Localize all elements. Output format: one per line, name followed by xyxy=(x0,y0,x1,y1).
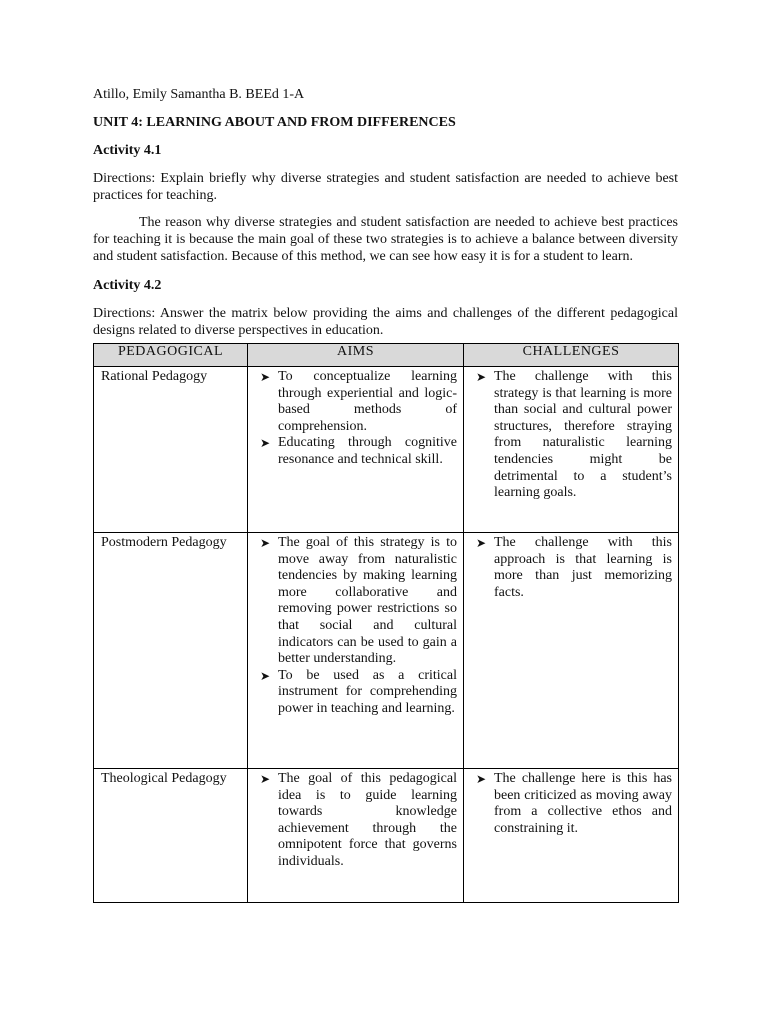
arrow-bullet-icon: ➤ xyxy=(476,772,487,786)
unit-title: UNIT 4: LEARNING ABOUT AND FROM DIFFERENCES xyxy=(93,115,456,130)
arrow-bullet-icon: ➤ xyxy=(476,370,487,384)
activity-1-title: Activity 4.1 xyxy=(93,143,162,158)
table-row xyxy=(94,367,679,533)
aims-cell xyxy=(248,367,464,533)
header-pedagogical: PEDAGOGICAL xyxy=(94,344,248,367)
list-item: ➤ The goal of this strategy is to move away from naturalistic tendencies by making learning more collaborative and removing power restrictions so that social and cultural indicators can be used to gain a better understanding. xyxy=(260,535,457,667)
pedagogy-name: Theological Pedagogy xyxy=(94,769,248,903)
document-page xyxy=(93,86,678,903)
arrow-bullet-icon: ➤ xyxy=(260,772,271,786)
table-row xyxy=(94,769,679,903)
list-item: ➤ The challenge with this strategy is that learning is more than social and cultural power structures, therefore straying from naturalistic learning tendencies might be detrimental to a student’s learning goals. xyxy=(476,369,672,501)
pedagogy-name: Rational Pedagogy xyxy=(94,367,248,533)
arrow-bullet-icon: ➤ xyxy=(260,668,271,683)
list-item: ➤ To be used as a critical instrument for comprehending power in teaching and learning. xyxy=(260,667,457,716)
pedagogy-name: Postmodern Pedagogy xyxy=(94,533,248,769)
list-item: ➤ The goal of this pedagogical idea is to guide learning towards knowledge achievement through the omnipotent force that governs individuals. xyxy=(260,771,457,869)
list-item: ➤ To conceptualize learning through experiential and logic-based methods of comprehension. xyxy=(260,369,457,434)
arrow-bullet-icon: ➤ xyxy=(260,436,271,451)
challenges-cell xyxy=(464,367,679,533)
activity-2-title: Activity 4.2 xyxy=(93,278,162,293)
activity-1-directions: Directions: Explain briefly why diverse strategies and student satisfaction are needed to achieve best practices for teaching. xyxy=(93,171,678,203)
activity-1-answer: The reason why diverse strategies and student satisfaction are needed to achieve best practices for teaching it is because the main goal of these two strategies is to achieve a balance between diversity and student satisfaction. Because of this method, we can see how easy it is for a student to learn. xyxy=(93,215,678,264)
header-challenges: CHALLENGES xyxy=(464,344,679,367)
list-item: ➤ The challenge with this approach is that learning is more than just memorizing facts. xyxy=(476,535,672,600)
table-row xyxy=(94,533,679,769)
arrow-bullet-icon: ➤ xyxy=(260,536,271,550)
arrow-bullet-icon: ➤ xyxy=(476,536,487,550)
aims-cell xyxy=(248,533,464,769)
arrow-bullet-icon: ➤ xyxy=(260,370,271,384)
pedagogy-matrix xyxy=(93,343,679,903)
header-aims: AIMS xyxy=(248,344,464,367)
matrix-header-row xyxy=(94,344,679,367)
list-item: ➤ The challenge here is this has been criticized as moving away from a collective ethos and constraining it. xyxy=(476,771,672,836)
aims-cell xyxy=(248,769,464,903)
activity-2-directions: Directions: Answer the matrix below providing the aims and challenges of the different pedagogical designs related to diverse perspectives in education. xyxy=(93,306,678,338)
list-item: ➤ Educating through cognitive resonance and technical skill. xyxy=(260,435,457,467)
challenges-cell xyxy=(464,769,679,903)
challenges-cell xyxy=(464,533,679,769)
student-header: Atillo, Emily Samantha B. BEEd 1-A xyxy=(93,87,305,102)
